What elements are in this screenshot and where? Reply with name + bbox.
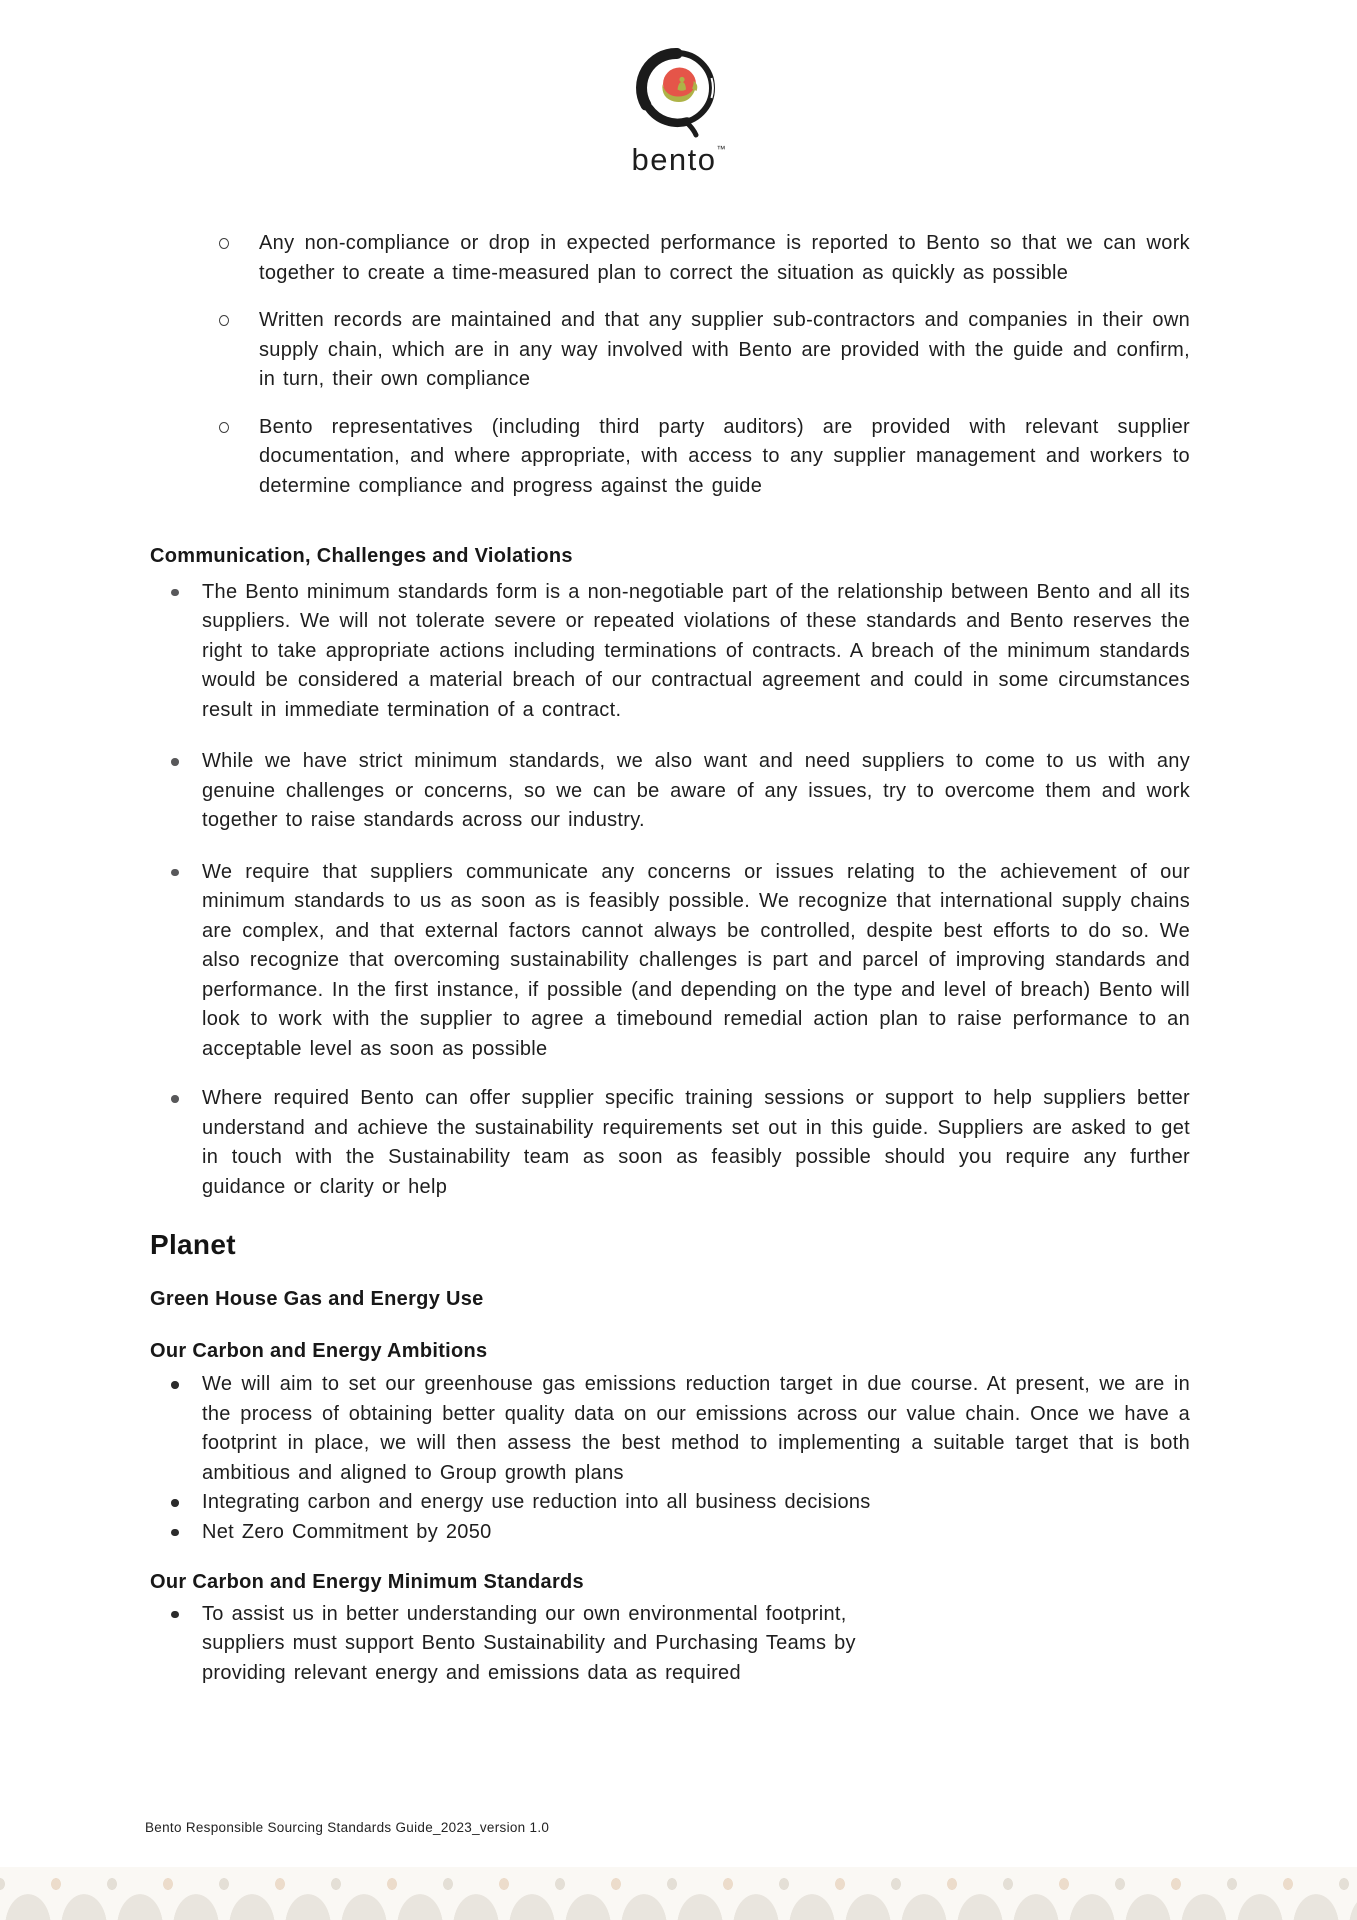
bento-logo-icon xyxy=(627,40,731,142)
list-item xyxy=(171,1084,1190,1202)
circle-bullet-icon xyxy=(219,422,229,433)
list-item-text: To assist us in better understanding our own environmental footprint, suppliers must support Bento Sustainability and Purchasing Teams by providing relevant energy and emissions data as required xyxy=(202,1602,856,1684)
dot-bullet-icon xyxy=(171,589,179,597)
list-item-text: We require that suppliers communicate any concerns or issues relating to the achievement of our minimum standards to us as soon as is feasibly possible. We recognize that international supply chains are complex, and that external factors cannot always be controlled, despite best efforts to do so. We also recognize that overcoming sustainability challenges is part and parcel of improving standards and performance. In the first instance, if possible (and depending on the type and level of breach) Bento will look to work with the supplier to agree a timebound remedial action plan to raise performance to an acceptable level as soon as possible xyxy=(202,860,1190,1060)
dot-bullet-icon xyxy=(171,1499,179,1507)
subsection-heading-carbon-minimum-standards: Our Carbon and Energy Minimum Standards xyxy=(150,1571,584,1593)
dot-bullet-icon xyxy=(171,1529,179,1537)
list-item-text: The Bento minimum standards form is a non-negotiable part of the relationship between Bento and all its suppliers. We will not tolerate severe or repeated violations of these standards and Bento reserves the right to take appropriate actions including terminations of contracts. A breach of the minimum standards would be considered a material breach of our contractual agreement and could in some circumstances result in immediate termination of a contract. xyxy=(202,580,1190,721)
list-item-text: While we have strict minimum standards, we also want and need suppliers to come to us with any genuine challenges or concerns, so we can be aware of any issues, try to overcome them and work together to raise standards across our industry. xyxy=(202,750,1190,831)
list-item xyxy=(171,858,1190,1065)
circle-bullet-icon xyxy=(219,315,229,326)
carbon-ambitions-bullet-list xyxy=(0,1370,1357,1547)
list-item-text: Where required Bento can offer supplier specific training sessions or support to help suppliers better understand and achieve the sustainability requirements set out in this guide. Suppliers are asked to get in touch with the Sustainability team as soon as feasibly possible should you require any further guidance or clarity or help xyxy=(202,1087,1190,1198)
list-item-text: Written records are maintained and that any supplier sub-contractors and companies in their own supply chain, which are in any way involved with Bento are provided with the guide and confirm, in turn, their own compliance xyxy=(259,309,1190,390)
carbon-minimum-standards-bullet-list xyxy=(0,1600,1357,1689)
subsection-heading-ghg: Green House Gas and Energy Use xyxy=(150,1288,484,1310)
list-item xyxy=(219,229,1190,288)
logo xyxy=(0,40,1357,177)
decorative-scallop-border xyxy=(0,1867,1357,1920)
list-item xyxy=(171,1518,1190,1548)
list-item-text: Net Zero Commitment by 2050 xyxy=(202,1520,492,1543)
list-item-text: Any non-compliance or drop in expected performance is reported to Bento so that we can work together to create a time-measured plan to correct the situation as quickly as possible xyxy=(259,232,1190,284)
list-item xyxy=(171,1488,1190,1518)
dot-bullet-icon xyxy=(171,1611,179,1619)
logo-trademark: ™ xyxy=(716,144,726,154)
logo-wordmark-text: bento xyxy=(631,142,717,177)
section-heading-communication: Communication, Challenges and Violations xyxy=(150,545,573,567)
dot-bullet-icon xyxy=(171,1095,179,1103)
list-item xyxy=(219,306,1190,395)
section-heading-planet: Planet xyxy=(150,1229,236,1260)
circle-bullet-icon xyxy=(219,238,229,249)
dot-bullet-icon xyxy=(171,869,179,877)
subsection-heading-carbon-ambitions: Our Carbon and Energy Ambitions xyxy=(150,1339,488,1362)
list-item xyxy=(219,413,1190,502)
list-item xyxy=(171,578,1190,726)
document-footer: Bento Responsible Sourcing Standards Guide_2023_version 1.0 xyxy=(145,1820,550,1835)
logo-wordmark xyxy=(0,132,1357,177)
dot-bullet-icon xyxy=(171,1381,179,1389)
list-item xyxy=(171,1370,1190,1488)
list-item xyxy=(171,747,1190,836)
communication-bullet-list xyxy=(0,578,1357,1203)
list-item-text: We will aim to set our greenhouse gas emissions reduction target in due course. At present, we are in the process of obtaining better quality data on our emissions across our value chain. Once we have a footprint in place, we will then assess the best method to implementing a suitable target that is both ambitious and aligned to Group growth plans xyxy=(202,1373,1190,1484)
list-item-text: Bento representatives (including third party auditors) are provided with relevant supplier documentation, and where appropriate, with access to any supplier management and workers to determine compliance and progress against the guide xyxy=(259,415,1190,497)
list-item xyxy=(171,1600,1190,1689)
dot-bullet-icon xyxy=(171,758,179,766)
list-item-text: Integrating carbon and energy use reduction into all business decisions xyxy=(202,1491,871,1513)
compliance-sub-bullet-list xyxy=(0,229,1357,501)
